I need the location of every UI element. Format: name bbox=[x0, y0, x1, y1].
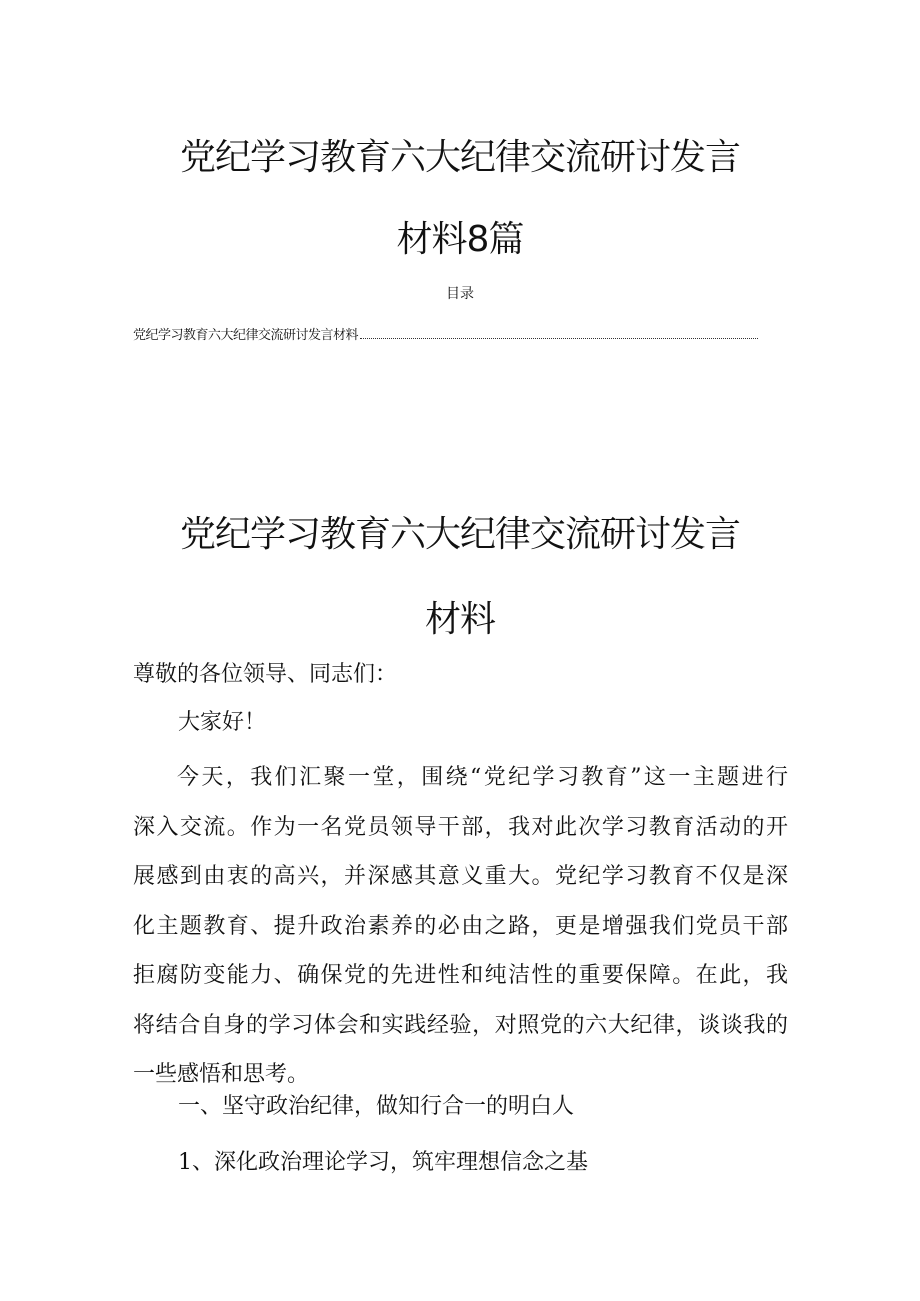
toc-dot-leader bbox=[360, 328, 758, 339]
paragraph-line: 今天，我们汇聚一堂，围绕“党纪学习教育”这一主题进行 bbox=[177, 765, 788, 790]
article-title-line-2: 材料 bbox=[424, 599, 495, 640]
body-paragraph bbox=[133, 753, 788, 1100]
paragraph-line: 展感到由衷的高兴，并深感其意义重大。党纪学习教育不仅是深 bbox=[133, 864, 788, 889]
paragraph-line: 一些感悟和思考。 bbox=[133, 1062, 310, 1087]
toc-entry[interactable] bbox=[133, 327, 758, 345]
salutation: 尊敬的各位领导、同志们： bbox=[133, 662, 398, 687]
toc-heading: 目录 bbox=[446, 286, 474, 302]
paragraph-line: 拒腐防变能力、确保党的先进性和纯洁性的重要保障。在此，我 bbox=[133, 963, 788, 988]
section-heading: 一、坚守政治纪律，做知行合一的明白人 bbox=[178, 1094, 575, 1119]
toc-entry-text: 党纪学习教育六大纪律交流研讨发言材料 bbox=[133, 328, 359, 343]
cover-title-line-2: 材料8篇 bbox=[396, 219, 524, 260]
greeting: 大家好！ bbox=[178, 710, 267, 735]
paragraph-line: 将结合自身的学习体会和实践经验，对照党的六大纪律，谈谈我的 bbox=[133, 1012, 788, 1038]
sub-heading: 1、深化政治理论学习，筑牢理想信念之基 bbox=[178, 1150, 588, 1175]
article-title-line-1: 党纪学习教育六大纪律交流研讨发言 bbox=[179, 514, 740, 555]
cover-title-line-1: 党纪学习教育六大纪律交流研讨发言 bbox=[179, 137, 740, 178]
paragraph-line: 深入交流。作为一名党员领导干部，我对此次学习教育活动的开 bbox=[133, 814, 788, 840]
paragraph-line: 化主题教育、提升政治素养的必由之路，更是增强我们党员干部 bbox=[133, 913, 788, 939]
